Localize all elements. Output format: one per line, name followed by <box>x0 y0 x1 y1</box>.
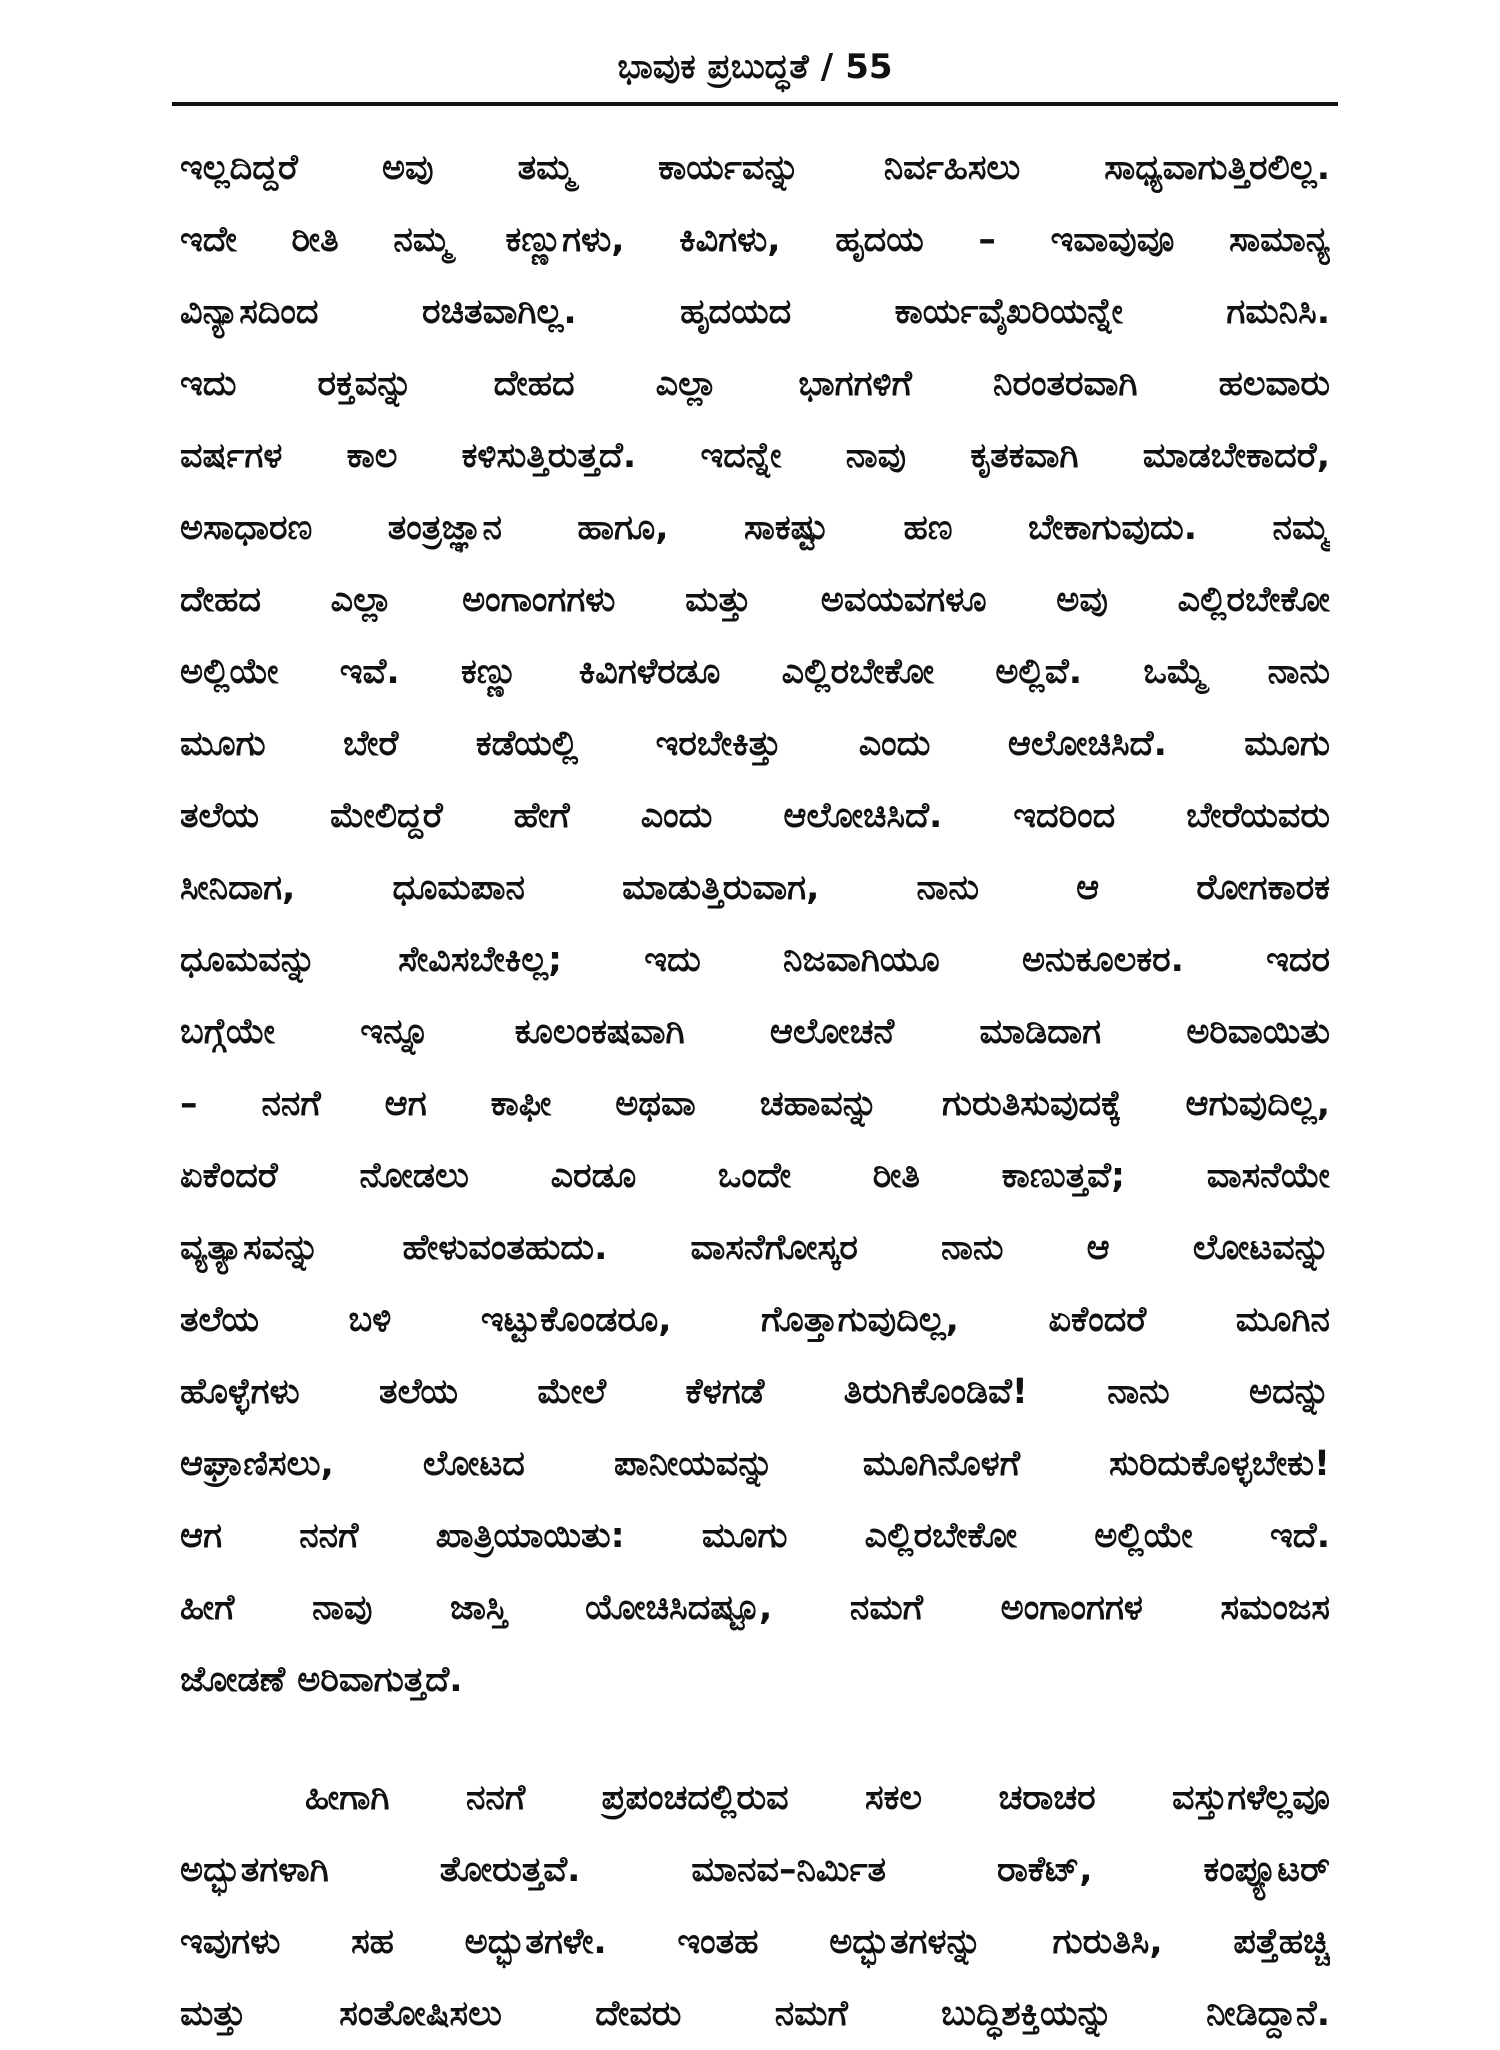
text-line: ಅಸಾಧಾರಣ ತಂತ್ರಜ್ಞಾನ ಹಾಗೂ, ಸಾಕಷ್ಟು ಹಣ ಬೇಕಾಗುವುದು. ನಮ್ಮ <box>180 508 1330 548</box>
running-header <box>170 32 1340 102</box>
text-line: ಜೋಡಣೆ ಅರಿವಾಗುತ್ತದೆ. <box>180 1660 463 1700</box>
page-number: 55 <box>845 47 893 87</box>
text-line: ಹೊಳ್ಳೆಗಳು ತಲೆಯ ಮೇಲೆ ಕೆಳಗಡೆ ತಿರುಗಿಕೊಂಡಿವೆ! ನಾನು ಅದನ್ನು <box>180 1372 1330 1412</box>
header-rule <box>172 102 1338 106</box>
header-separator: / <box>820 47 834 87</box>
text-line: ತಲೆಯ ಮೇಲಿದ್ದರೆ ಹೇಗೆ ಎಂದು ಆಲೋಚಿಸಿದೆ. ಇದರಿಂದ ಬೇರೆಯವರು <box>180 796 1330 836</box>
header-title: ಭಾವುಕ ಪ್ರಬುದ್ಧತೆ <box>617 47 809 87</box>
body-text <box>180 132 1330 2050</box>
text-line: ಏಕೆಂದರೆ ನೋಡಲು ಎರಡೂ ಒಂದೇ ರೀತಿ ಕಾಣುತ್ತವೆ; ವಾಸನೆಯೇ <box>180 1156 1330 1196</box>
text-line: ಬಗ್ಗೆಯೇ ಇನ್ನೂ ಕೂಲಂಕಷವಾಗಿ ಆಲೋಚನೆ ಮಾಡಿದಾಗ ಅರಿವಾಯಿತು <box>180 1012 1330 1052</box>
text-line: ಸೀನಿದಾಗ, ಧೂಮಪಾನ ಮಾಡುತ್ತಿರುವಾಗ, ನಾನು ಆ ರೋಗಕಾರಕ <box>180 868 1330 908</box>
text-line: ಧೂಮವನ್ನು ಸೇವಿಸಬೇಕಿಲ್ಲ; ಇದು ನಿಜವಾಗಿಯೂ ಅನುಕೂಲಕರ. ಇದರ <box>180 940 1330 980</box>
paragraph-gap <box>180 1716 1330 1762</box>
text-line: ಇವುಗಳು ಸಹ ಅದ್ಭುತಗಳೇ. ಇಂತಹ ಅದ್ಭುತಗಳನ್ನು ಗುರುತಿಸಿ, ಪತ್ತೆಹಚ್ಚಿ <box>180 1922 1330 1962</box>
text-line: ದೇಹದ ಎಲ್ಲಾ ಅಂಗಾಂಗಗಳು ಮತ್ತು ಅವಯವಗಳೂ ಅವು ಎಲ್ಲಿರಬೇಕೋ <box>180 580 1330 620</box>
text-line: ಇದೇ ರೀತಿ ನಮ್ಮ ಕಣ್ಣುಗಳು, ಕಿವಿಗಳು, ಹೃದಯ – ಇವಾವುವೂ ಸಾಮಾನ್ಯ <box>180 220 1330 260</box>
text-line: ಹೀಗಾಗಿ ನನಗೆ ಪ್ರಪಂಚದಲ್ಲಿರುವ ಸಕಲ ಚರಾಚರ ವಸ್ತುಗಳೆಲ್ಲವೂ <box>305 1778 1330 1818</box>
text-line: ಅದ್ಭುತಗಳಾಗಿ ತೋರುತ್ತವೆ. ಮಾನವ–ನಿರ್ಮಿತ ರಾಕೆಟ್, ಕಂಪ್ಯೂಟರ್ <box>180 1850 1330 1890</box>
paragraph-1 <box>180 132 1330 1716</box>
text-line: ವಿನ್ಯಾಸದಿಂದ ರಚಿತವಾಗಿಲ್ಲ. ಹೃದಯದ ಕಾರ್ಯವೈಖರಿಯನ್ನೇ ಗಮನಿಸಿ. <box>180 292 1330 332</box>
text-line: ಇಲ್ಲದಿದ್ದರೆ ಅವು ತಮ್ಮ ಕಾರ್ಯವನ್ನು ನಿರ್ವಹಿಸಲು ಸಾಧ್ಯವಾಗುತ್ತಿರಲಿಲ್ಲ. <box>180 148 1330 188</box>
text-line: ಹೀಗೆ ನಾವು ಜಾಸ್ತಿ ಯೋಚಿಸಿದಷ್ಟೂ, ನಮಗೆ ಅಂಗಾಂಗಗಳ ಸಮಂಜಸ <box>180 1588 1330 1628</box>
text-line: ವ್ಯತ್ಯಾಸವನ್ನು ಹೇಳುವಂತಹುದು. ವಾಸನೆಗೋಸ್ಕರ ನಾನು ಆ ಲೋಟವನ್ನು <box>180 1228 1330 1268</box>
text-line: ತಲೆಯ ಬಳಿ ಇಟ್ಟುಕೊಂಡರೂ, ಗೊತ್ತಾಗುವುದಿಲ್ಲ, ಏಕೆಂದರೆ ಮೂಗಿನ <box>180 1300 1330 1340</box>
text-line: – ನನಗೆ ಆಗ ಕಾಫೀ ಅಥವಾ ಚಹಾವನ್ನು ಗುರುತಿಸುವುದಕ್ಕೆ ಆಗುವುದಿಲ್ಲ, <box>180 1084 1330 1124</box>
text-line: ಅಲ್ಲಿಯೇ ಇವೆ. ಕಣ್ಣು ಕಿವಿಗಳೆರಡೂ ಎಲ್ಲಿರಬೇಕೋ ಅಲ್ಲಿವೆ. ಒಮ್ಮೆ ನಾನು <box>180 652 1330 692</box>
text-line: ವರ್ಷಗಳ ಕಾಲ ಕಳಿಸುತ್ತಿರುತ್ತದೆ. ಇದನ್ನೇ ನಾವು ಕೃತಕವಾಗಿ ಮಾಡಬೇಕಾದರೆ, <box>180 436 1330 476</box>
text-line: ಮೂಗು ಬೇರೆ ಕಡೆಯಲ್ಲಿ ಇರಬೇಕಿತ್ತು ಎಂದು ಆಲೋಚಿಸಿದೆ. ಮೂಗು <box>180 724 1330 764</box>
text-line: ಮತ್ತು ಸಂತೋಷಿಸಲು ದೇವರು ನಮಗೆ ಬುದ್ಧಿಶಕ್ತಿಯನ್ನು ನೀಡಿದ್ದಾನೆ. <box>180 1994 1330 2034</box>
text-line: ಇದು ರಕ್ತವನ್ನು ದೇಹದ ಎಲ್ಲಾ ಭಾಗಗಳಿಗೆ ನಿರಂತರವಾಗಿ ಹಲವಾರು <box>180 364 1330 404</box>
text-line: ಆಗ ನನಗೆ ಖಾತ್ರಿಯಾಯಿತು: ಮೂಗು ಎಲ್ಲಿರಬೇಕೋ ಅಲ್ಲಿಯೇ ಇದೆ. <box>180 1516 1330 1556</box>
text-line: ಆಘ್ರಾಣಿಸಲು, ಲೋಟದ ಪಾನೀಯವನ್ನು ಮೂಗಿನೊಳಗೆ ಸುರಿದುಕೊಳ್ಳಬೇಕು! <box>180 1444 1330 1484</box>
paragraph-2 <box>180 1762 1330 2050</box>
